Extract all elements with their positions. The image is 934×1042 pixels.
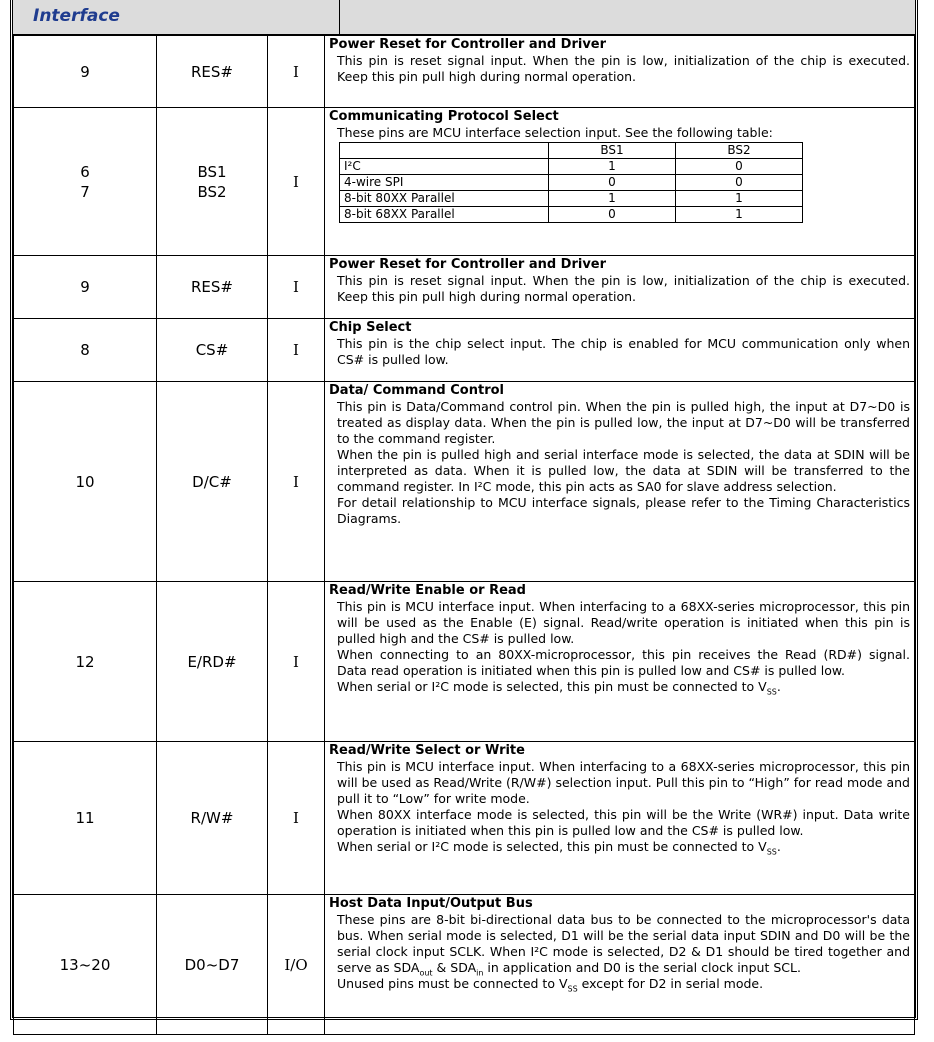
description-text — [329, 839, 910, 855]
description-title: Read/Write Enable or Read — [329, 583, 526, 598]
vss-subscript: SS — [567, 984, 578, 994]
bs1-value: 1 — [549, 191, 676, 207]
pin-description — [325, 382, 915, 582]
bs1-value: 1 — [549, 159, 676, 175]
bs-row — [340, 207, 803, 223]
pin-name: RES# — [157, 36, 268, 108]
pin-description — [325, 256, 915, 319]
bs-mode: I²C — [340, 159, 549, 175]
bs-mode: 4-wire SPI — [340, 175, 549, 191]
description-text: This pin is Data/Command control pin. When the pin is pulled high, the input at D7~D0 is treated as display data. When the pin is pulled low, the input at D7~D0 will be transferred to the command register. — [337, 399, 910, 446]
pin-name — [157, 108, 268, 256]
bs-select-table — [339, 142, 803, 223]
pin-description — [325, 36, 915, 108]
pin-description — [325, 582, 915, 742]
pin-name: E/RD# — [157, 582, 268, 742]
bs-mode: 8-bit 68XX Parallel — [340, 207, 549, 223]
bus-text-a: These pins are 8-bit bi-directional data bus to be connected to the microprocessor's data bus. When serial mode is selected, D1 will be the serial data input SDIN and D0 will be the serial clock input SCLK. When I²C mode is selected, D2 & D1 should be tired together and serve as SDA — [337, 912, 910, 975]
bus-text-c: in application and D0 is the serial clock input SCL. — [483, 960, 801, 975]
pin-description — [325, 108, 915, 256]
bs2-value: 0 — [676, 159, 803, 175]
bs-header-blank — [340, 143, 549, 159]
pin-type: I — [268, 319, 325, 382]
description-text: These pins are MCU interface selection input. See the following table: — [337, 125, 773, 140]
header-divider — [339, 0, 340, 34]
bs2-value: 1 — [676, 191, 803, 207]
pin-name-b: BS2 — [197, 182, 227, 201]
sda-in-subscript: in — [476, 968, 484, 978]
pin-number: 11 — [14, 742, 157, 895]
bs-row — [340, 175, 803, 191]
bs-header-bs2: BS2 — [676, 143, 803, 159]
table-row — [14, 382, 915, 582]
table-row — [14, 319, 915, 382]
pin-description — [325, 319, 915, 382]
pin-description-table — [13, 35, 915, 1035]
table-row — [14, 36, 915, 108]
description-text: For detail relationship to MCU interface signals, please refer to the Timing Characteristics Diagrams. — [337, 495, 910, 526]
vss-tail: . — [776, 679, 781, 694]
pin-name-a: BS1 — [197, 162, 227, 181]
bs2-value: 1 — [676, 207, 803, 223]
pin-type: I — [268, 108, 325, 256]
description-title: Read/Write Select or Write — [329, 743, 525, 758]
bs-mode: 8-bit 80XX Parallel — [340, 191, 549, 207]
pin-name: R/W# — [157, 742, 268, 895]
pin-number: 12 — [14, 582, 157, 742]
section-title: Interface — [33, 6, 120, 26]
pin-number: 9 — [14, 36, 157, 108]
unused-text-a: Unused pins must be connected to V — [337, 976, 568, 991]
description-text: This pin is reset signal input. When the pin is low, initialization of the chip is executed. Keep this pin pull high during normal operation. — [337, 53, 910, 84]
pin-type: I — [268, 256, 325, 319]
bs-row — [340, 159, 803, 175]
description-text: When the pin is pulled high and serial interface mode is selected, the data at SDIN will be interpreted as data. When it is pulled low, the data at SDIN will be transferred to the command register. In I²C mode, this pin acts as SA0 for slave address selection. — [337, 447, 910, 494]
description-text: This pin is MCU interface input. When interfacing to a 68XX-series microprocessor, this pin will be used as Read/Write (R/W#) selection input. Pull this pin to “High” for read mode and pull it to “Low” for write mode. — [337, 759, 910, 806]
vss-tail: . — [776, 839, 781, 854]
pin-type: I — [268, 582, 325, 742]
description-title: Communicating Protocol Select — [329, 109, 559, 124]
description-text — [329, 912, 910, 976]
pin-name: RES# — [157, 256, 268, 319]
vss-subscript: SS — [766, 687, 777, 697]
bs-row — [340, 191, 803, 207]
description-text: This pin is MCU interface input. When interfacing to a 68XX-series microprocessor, this pin will be used as the Enable (E) signal. Read/write operation is initiated when this pin is pulled high and the CS# is pulled low. — [337, 599, 910, 646]
description-text — [329, 679, 910, 695]
vss-subscript: SS — [766, 847, 777, 857]
vss-text: When serial or I²C mode is selected, this pin must be connected to V — [337, 679, 767, 694]
section-header — [13, 0, 915, 35]
pin-number-a: 6 — [80, 162, 90, 181]
description-title: Power Reset for Controller and Driver — [329, 257, 607, 272]
pin-type: I/O — [268, 895, 325, 1035]
pin-name: D/C# — [157, 382, 268, 582]
description-title: Chip Select — [329, 320, 412, 335]
description-text: When connecting to an 80XX-microprocessor, this pin receives the Read (RD#) signal. Data read operation is initiated when this pin is pulled low and CS# is pulled low. — [337, 647, 910, 678]
bus-text-b: & SDA — [432, 960, 477, 975]
description-title: Data/ Command Control — [329, 383, 504, 398]
pin-number: 13~20 — [14, 895, 157, 1035]
pin-type: I — [268, 36, 325, 108]
pin-type: I — [268, 742, 325, 895]
bs-header-bs1: BS1 — [549, 143, 676, 159]
pin-description — [325, 895, 915, 1035]
table-row — [14, 582, 915, 742]
pin-name: D0~D7 — [157, 895, 268, 1035]
pin-number — [14, 108, 157, 256]
pin-number: 8 — [14, 319, 157, 382]
pin-name: CS# — [157, 319, 268, 382]
sda-out-subscript: out — [419, 968, 433, 978]
bs2-value: 0 — [676, 175, 803, 191]
table-row — [14, 256, 915, 319]
bs1-value: 0 — [549, 175, 676, 191]
description-text: This pin is the chip select input. The chip is enabled for MCU communication only when CS# is pulled low. — [337, 336, 910, 367]
description-title: Host Data Input/Output Bus — [329, 896, 533, 911]
table-row — [14, 108, 915, 256]
pin-number: 9 — [14, 256, 157, 319]
vss-text: When serial or I²C mode is selected, this pin must be connected to V — [337, 839, 767, 854]
pin-type: I — [268, 382, 325, 582]
bs-header-row — [340, 143, 803, 159]
pin-number-b: 7 — [80, 182, 90, 201]
pin-description — [325, 742, 915, 895]
description-text: This pin is reset signal input. When the pin is low, initialization of the chip is executed. Keep this pin pull high during normal operation. — [337, 273, 910, 304]
bs1-value: 0 — [549, 207, 676, 223]
description-text — [329, 976, 910, 992]
table-row — [14, 895, 915, 1035]
description-text: When 80XX interface mode is selected, this pin will be the Write (WR#) input. Data write operation is initiated when this pin is pulled low and the CS# is pulled low. — [337, 807, 910, 838]
pin-number: 10 — [14, 382, 157, 582]
unused-text-b: except for D2 in serial mode. — [577, 976, 764, 991]
description-title: Power Reset for Controller and Driver — [329, 37, 607, 52]
table-row — [14, 742, 915, 895]
